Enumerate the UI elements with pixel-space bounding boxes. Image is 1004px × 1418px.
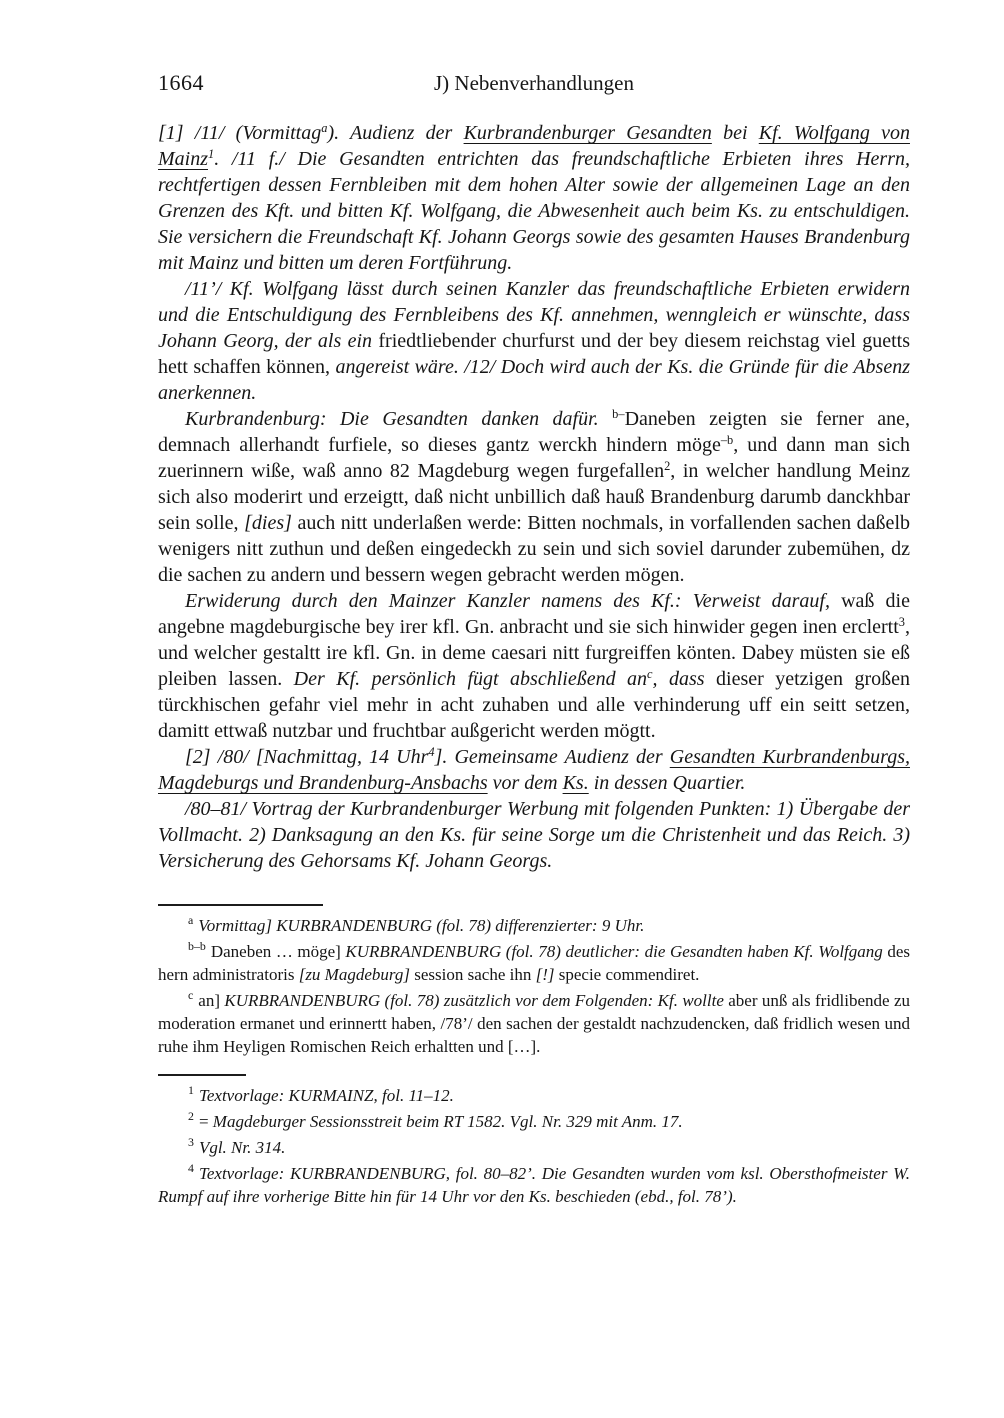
text-run: , und dann man sich zuerinnern wiße, waß anno 82 Magdeburg wegen furgefallen — [158, 434, 911, 482]
text-run: = — [198, 1112, 213, 1131]
text-run: auch nitt underlaßen werde: Bitten nochmals, in vorfallenden sachen daßelb wenigers nitt zuthun und deßen eingedeckh zu sein und sich soviel darunder zubemühen, dz die sachen zu andern und bessern wegen gebracht werden mögen. — [158, 512, 910, 586]
entry-2-vortrag-werbung — [158, 796, 910, 874]
apparatus-notes-block — [158, 914, 910, 1058]
text-run: , dass — [652, 668, 717, 690]
note-marker: b–b — [188, 939, 206, 954]
text-run: bei — [711, 122, 759, 144]
text-run: Daneben zeigten sie ferner ane, demnach allerhandt furfiele, so dieses gantz werckh hindern möge — [158, 408, 910, 456]
note-marker: c — [188, 988, 194, 1003]
footnote-1 — [158, 1084, 910, 1107]
note-marker: b– — [612, 407, 625, 422]
footnote-2 — [158, 1110, 910, 1133]
text-run: Textvorlage: KURBRANDENBURG, fol. 80–82’. Die Gesandten wurden vom ksl. Obersthofmeister W. Rumpf auf ihre vorherige Bitte hin für 14 Uhr vor den Ks. beschieden (ebd., fol. 78’). — [158, 1164, 910, 1206]
text-run: [2] /80/ [Nachmittag, 14 Uhr — [185, 746, 429, 768]
text-run: ]. Gemeinsame Audienz der — [434, 746, 670, 768]
text-run: Ks. — [562, 772, 589, 794]
text-run: Vgl. Nr. 314. — [198, 1138, 286, 1157]
text-run: /80–81/ Vortrag der Kurbrandenburger Werbung mit folgenden Punkten: 1) Übergabe der Vollmacht. 2) Danksagung an den Ks. für seine Sorge um die Christenheit und das Reich. 3) Versicherung des Gehorsams Kf. Johann Georgs. — [158, 798, 910, 872]
note-marker: 2 — [188, 1109, 194, 1124]
text-run: aber unß als fridlibende zu moderation ermanet und erinnertt haben, /78’/ den sachen der gestaldt nachzudencken, daß fridlich wesen und ruhe ihm Heyligen Romischen Reich erhaltten und […]. — [158, 991, 910, 1056]
entry-1-audienz-mainz — [158, 120, 910, 276]
note-marker: 4 — [428, 745, 435, 760]
entry-1-erwiderung-wolfgang — [158, 276, 910, 406]
text-run: . /11 f./ Die Gesandten entrichten das freundschaftliche Erbieten ihres Herrn, rechtfertigen dessen Fernbleiben mit dem hohen Alter sowie der allgemeinen Lage an den Grenzen des Kft. und bitten Kf. Wolfgang, die Abwesenheit auch beim Ks. zu entschuldigen. Sie versichern die Freundschaft Kf. Johann Georgs sowie des gesamten Hauses Brandenburg mit Mainz und bitten um deren Fortführung. — [158, 148, 910, 274]
text-run: dieser yetzigen großen türckhischen gefahr viel mehr in acht zuhaben und alle verhinderung uff ein seitt setzen, damitt ettwaß nutzbar und fruchtbar außgericht werden mögtt. — [158, 668, 910, 742]
text-run: ). Audienz der — [327, 122, 464, 144]
text-run: specie commendiret. — [558, 965, 700, 984]
text-run: Daneben … möge] — [210, 942, 346, 961]
note-marker: 2 — [664, 459, 671, 474]
text-run: friedtliebender churfurst und der bey diesem reichstag viel guetts hett schaffen können, — [158, 330, 911, 378]
footnote-3 — [158, 1136, 910, 1159]
note-marker: 3 — [188, 1135, 194, 1150]
note-marker: a — [321, 121, 328, 136]
note-marker: 1 — [188, 1083, 194, 1098]
text-run: [1] /11/ (Vormittag — [158, 122, 322, 144]
text-run: KURBRANDENBURG (fol. 78) deutlicher: die Gesandten haben Kf. Wolfgang — [345, 942, 888, 961]
note-marker: 4 — [188, 1161, 194, 1176]
text-run: des hern administratoris — [158, 942, 911, 984]
text-run: Vormittag] KURBRANDENBURG (fol. 78) differenzierter: 9 Uhr. — [198, 916, 645, 935]
numbered-footnotes-block — [158, 1084, 910, 1208]
main-text-block — [158, 120, 910, 874]
text-run: waß die angebne magdeburgische bey irer kfl. Gn. anbracht und sie sich hinwider gegen inen erclertt — [158, 590, 910, 638]
text-run: in dessen Quartier. — [588, 772, 746, 794]
note-marker: 1 — [208, 147, 215, 162]
running-title: J) Nebenverhandlungen — [433, 71, 634, 95]
note-marker: a — [188, 913, 194, 928]
text-run: angereist wäre. /12/ Doch wird auch der Ks. die Gründe für die Absenz anerkennen. — [158, 356, 910, 404]
text-run: Kurbrandenburg: Die Gesandten danken dafür. — [185, 408, 613, 430]
apparatus-note-b — [158, 940, 910, 986]
page-number: 1664 — [158, 70, 204, 95]
text-run: Erwiderung durch den Mainzer Kanzler namens des Kf.: Verweist darauf, — [185, 590, 842, 612]
text-run: KURBRANDENBURG (fol. 78) zusätzlich vor dem Folgenden: Kf. wollte — [224, 991, 729, 1010]
note-marker: c — [647, 667, 653, 682]
text-run: Kf. Wolfgang von Mainz — [158, 122, 910, 170]
text-run: [dies] — [244, 512, 292, 534]
text-run: Kurbrandenburger Gesandten — [463, 122, 712, 144]
text-run: , in welcher handlung Meinz sich also moderirt und erzeigtt, daß nicht unbillich daß hauß Brandenburg darumb danckhbar sein solle, — [158, 460, 910, 534]
note-marker: –b — [720, 433, 734, 448]
apparatus-separator-rule — [158, 904, 323, 906]
entry-1-kurbrandenburg-dank — [158, 406, 910, 588]
text-run: vor dem — [487, 772, 563, 794]
text-run: Textvorlage: KURMAINZ, fol. 11–12. — [198, 1086, 454, 1105]
apparatus-note-a — [158, 914, 910, 937]
note-marker: 3 — [898, 615, 905, 630]
footnote-separator-rule — [158, 1074, 246, 1076]
text-run: Der Kf. persönlich fügt abschließend an — [293, 668, 648, 690]
text-run: /11’/ Kf. Wolfgang lässt durch seinen Kanzler das freundschaftliche Erbieten erwidern und die Entschuldigung des Fernbleibens des Kf. annehmen, wenngleich er wünschte, dass Johann Georg, der als ein — [158, 278, 910, 352]
apparatus-note-c — [158, 989, 910, 1058]
text-run: session sache ihn — [414, 965, 536, 984]
text-run: [zu Magdeburg] — [298, 965, 415, 984]
text-run: Magdeburger Sessionsstreit beim RT 1582. Vgl. Nr. 329 mit Anm. 17. — [212, 1112, 683, 1131]
text-run: , und welcher gestaltt ire kfl. Gn. in deme caesari nitt furgreiffen könten. Dabey müsten sie eß pleiben lassen. — [158, 616, 910, 690]
text-run: an] — [198, 991, 225, 1010]
text-run: Gesandten Kurbrandenburgs, Magdeburgs und Brandenburg-Ansbachs — [158, 746, 910, 794]
entry-1-mainzer-kanzler — [158, 588, 910, 744]
text-run: [!] — [535, 965, 559, 984]
entry-2-gemeinsame-audienz — [158, 744, 910, 796]
running-header — [158, 70, 910, 98]
footnote-4 — [158, 1162, 910, 1208]
